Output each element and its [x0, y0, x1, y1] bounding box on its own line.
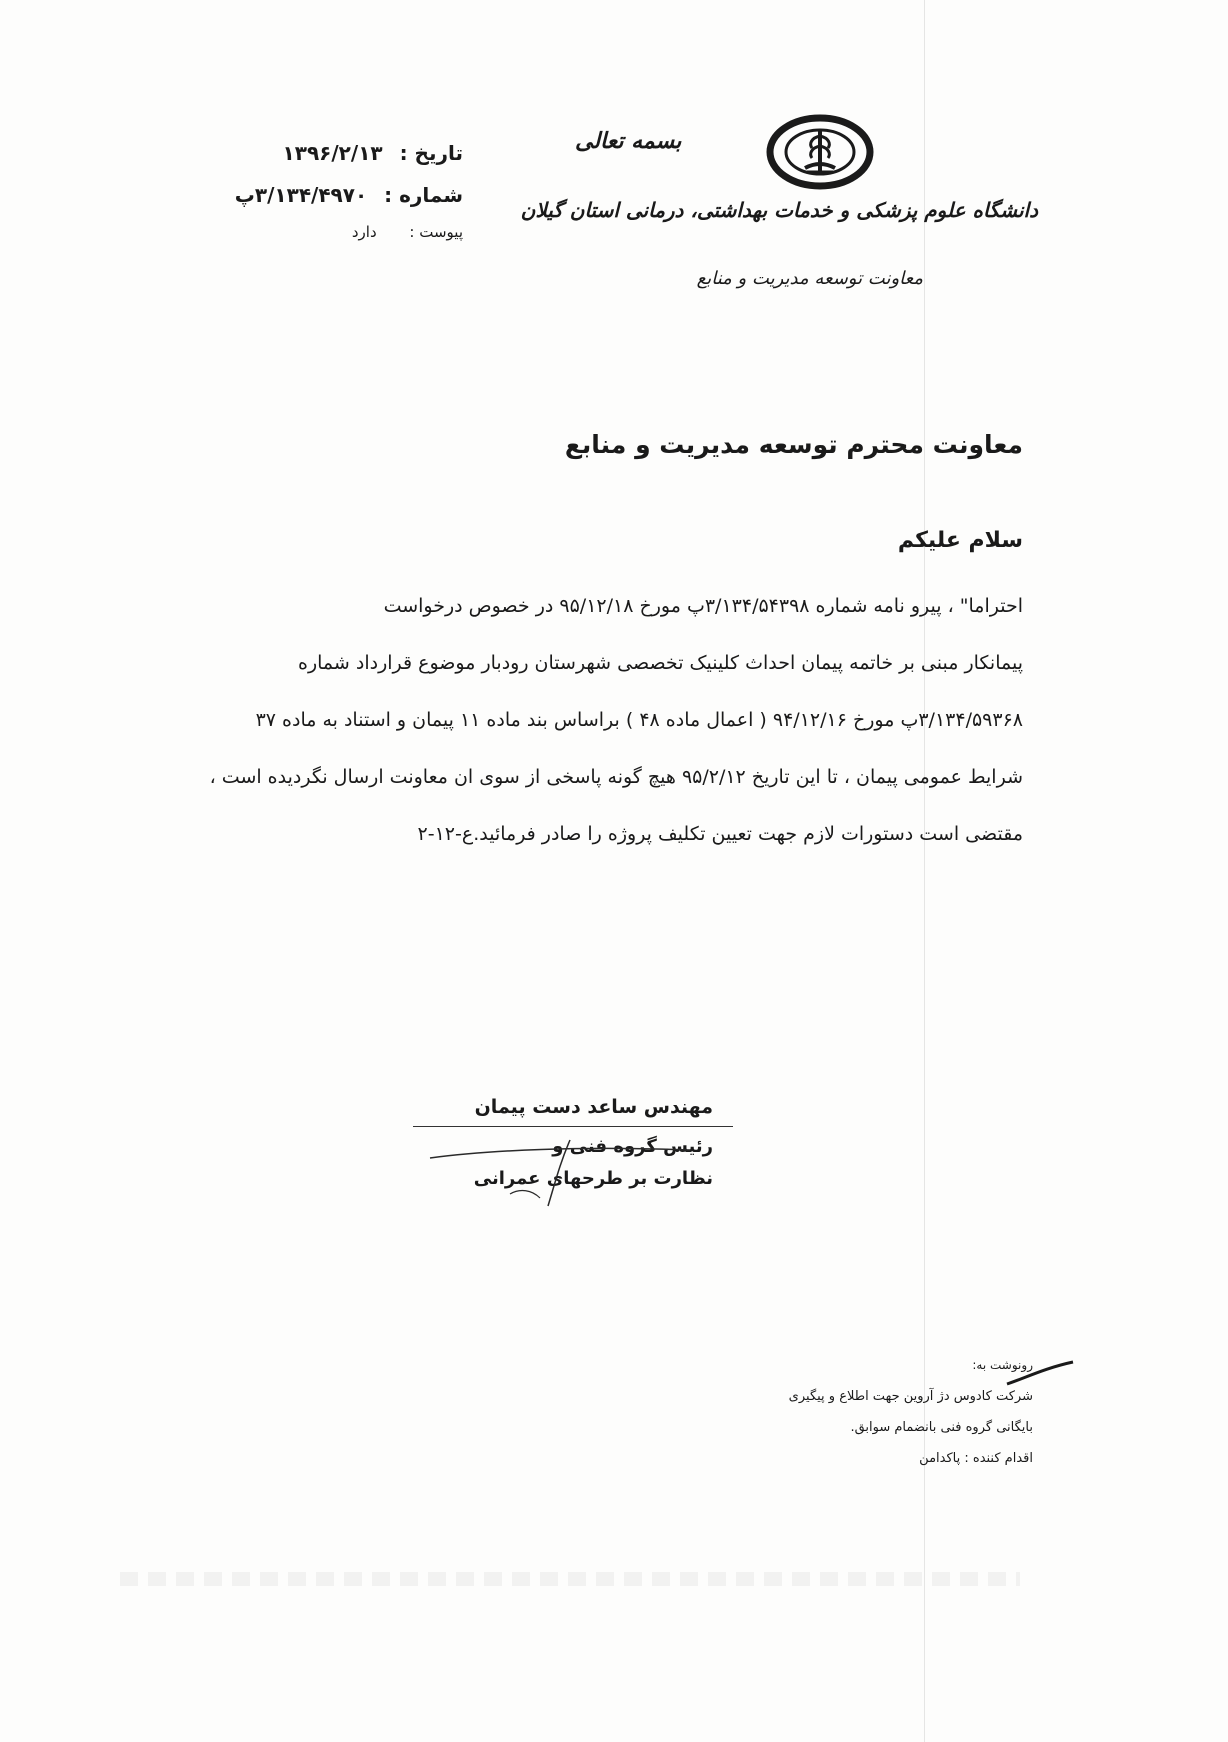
signature-rule: [413, 1126, 733, 1127]
letter-greeting: سلام علیکم: [897, 528, 1023, 553]
number-label: شماره :: [384, 183, 463, 207]
date-value: ۱۳۹۶/۲/۱۳: [282, 141, 383, 165]
cc-list: [789, 1350, 1033, 1474]
university-emblem-logo: [765, 112, 875, 192]
signer-title-line1: رئیس گروه فنی و: [552, 1136, 713, 1157]
scan-artifact-line: [924, 0, 925, 1742]
organization-name: دانشگاه علوم پزشکی و خدمات بهداشتی، درمانی استان گیلان: [520, 198, 1038, 222]
handwritten-signature: [420, 1128, 700, 1208]
letter-meta: [235, 132, 463, 248]
body-line: ۳/۱۳۴/۵۹۳۶۸پ مورخ ۹۴/۱۲/۱۶ ( اعمال ماده ۴۸ ) براساس بند ماده ۱۱ پیمان و استناد به ماده ۳۷: [255, 709, 1023, 731]
faint-bleedthrough-text: [120, 1572, 1020, 1586]
cc-item: شرکت کادوس دژ آروین جهت اطلاع و پیگیری: [788, 1389, 1033, 1404]
attachment-label: پیوست :: [409, 223, 463, 241]
number-row: [235, 174, 463, 216]
date-label: تاریخ :: [399, 141, 463, 165]
cc-header: رونوشت به:: [972, 1358, 1033, 1372]
letter-body: [143, 578, 1023, 863]
body-line: شرایط عمومی پیمان ، تا این تاریخ ۹۵/۲/۱۲ هیچ گونه پاسخی از سوی ان معاونت ارسال نگردیده است ،: [209, 766, 1023, 788]
bismillah-heading: بسمه تعالی: [575, 128, 682, 154]
attachment-row: [235, 216, 463, 248]
number-value: ۳/۱۳۴/۴۹۷۰پ: [234, 183, 368, 207]
signer-name: مهندس ساعد دست پیمان: [474, 1096, 713, 1118]
department-name: معاونت توسعه مدیریت و منابع: [696, 268, 923, 289]
cc-item: اقدام کننده : پاکدامن: [919, 1451, 1033, 1466]
body-line: احتراما" ، پیرو نامه شماره ۳/۱۳۴/۵۴۳۹۸پ مورخ ۹۵/۱۲/۱۸ در خصوص درخواست: [383, 595, 1023, 617]
cc-item: بایگانی گروه فنی بانضمام سوابق.: [850, 1420, 1033, 1435]
attachment-value: دارد: [351, 223, 377, 241]
body-line: پیمانکار مبنی بر خاتمه پیمان احداث کلینیک تخصصی شهرستان رودبار موضوع قرارداد شماره: [298, 652, 1023, 674]
signer-title-line2: نظارت بر طرحهای عمرانی: [473, 1168, 713, 1189]
cc-pen-mark: [1005, 1358, 1075, 1388]
date-row: [235, 132, 463, 174]
letter-recipient: معاونت محترم توسعه مدیریت و منابع: [564, 430, 1023, 459]
body-line: مقتضی است دستورات لازم جهت تعیین تکلیف پروژه را صادر فرمائید.ع-۱۲-۲: [417, 823, 1023, 845]
